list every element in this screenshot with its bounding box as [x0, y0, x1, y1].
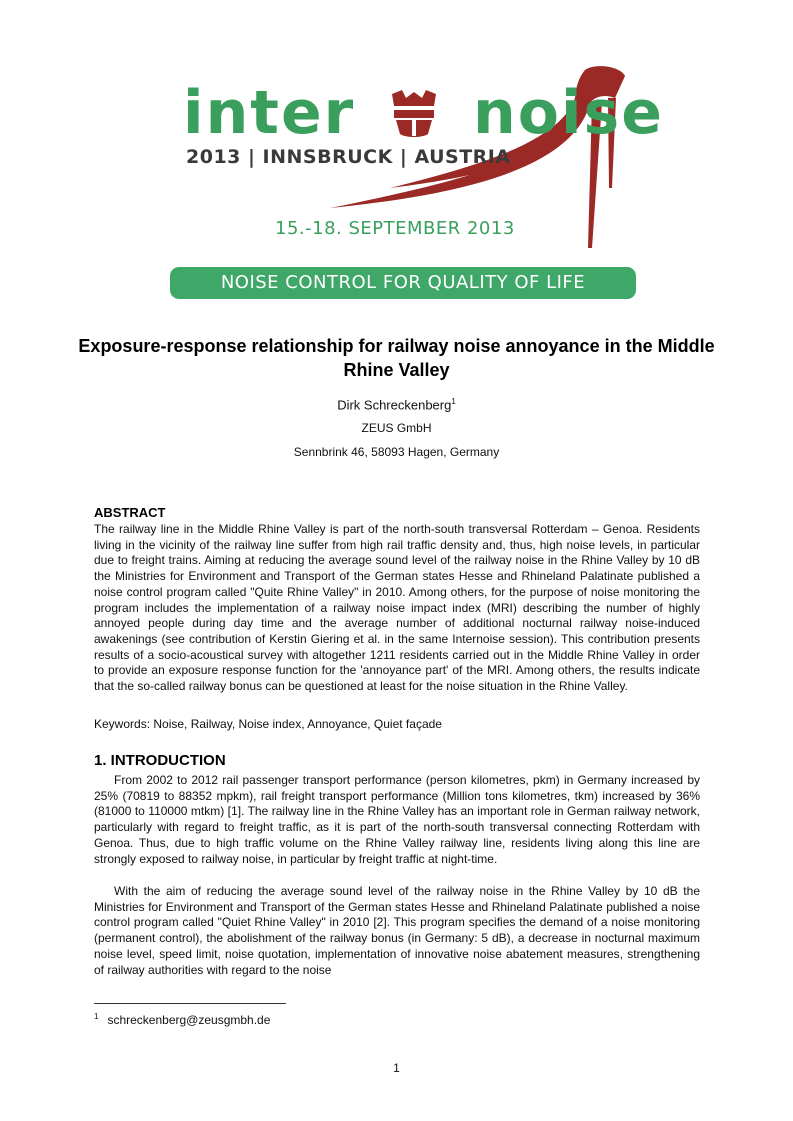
abstract-text: The railway line in the Middle Rhine Valley is part of the north-south transversal Rotterdam – Genoa. Residents living in the vicinity of the railway line suffer from high rail traffic density and, thus, high noise levels, in particular due to freight trains. Aiming at reducing the average sound level of the railway noise in the Rhine Valley by 10 dB the Ministries for Environment and Transport of the German states Hesse and Rhineland Palatinate published a noise control program called "Quite Rhine Valley" in 2010. Among others, for the purpose of noise monitoring the program includes the implementation of a railway noise impact index (MRI) describing the number of highly annoyed people during day time and the average number of additional nocturnal railway noise-induced awakenings (see contribution of Kerstin Giering et al. in the same Internoise session). This contribution presents results of a socio-acoustical survey with altogether 1211 residents carried out in the Middle Rhine Valley in order to provide an exposure response function for the 'annoyance part' of the MRI. Among others, the results indicate that the so-called railway bonus can be questioned at least for the noise situation in the Rhine Valley.: [94, 522, 700, 694]
footnote-divider: [94, 1003, 286, 1004]
conference-dates: 15.-18. SEPTEMBER 2013: [275, 218, 515, 239]
keywords: Keywords: Noise, Railway, Noise index, Annoyance, Quiet façade: [94, 717, 442, 731]
author-name: Dirk Schreckenberg: [337, 397, 452, 413]
conference-logo: [0, 0, 793, 305]
introduction-paragraph-2: With the aim of reducing the average sound level of the railway noise in the Rhine Valley by 10 dB the Ministries for Environment and Transport of the German states Hesse and Rhineland Palatinate published a noise control program called "Quiet Rhine Valley" in 2010 [2]. This program specifies the demand of a noise monitoring (permanent control), the abolishment of the railway bonus (in Germany: 5 dB), a decrease in nocturnal maximum noise level, speed limit, noise quotation, implementation of innovative noise abatement measures, strengthening of railway authorities with regard to the noise: [94, 884, 700, 977]
footnote-email: schreckenberg@zeusgmbh.de: [107, 1013, 271, 1027]
page-number: 1: [393, 1061, 400, 1075]
author-footnote-mark: 1: [451, 397, 456, 406]
conference-motto-banner: NOISE CONTROL FOR QUALITY OF LIFE: [170, 267, 636, 299]
paper-title: Exposure-response relationship for railway noise annoyance in the Middle Rhine Valley: [78, 336, 715, 380]
logo-word-right: noise: [473, 78, 664, 149]
footnote-mark: 1: [94, 1012, 99, 1021]
affiliation: ZEUS GmbH: [361, 421, 432, 435]
logo-word-left: inter: [183, 78, 356, 149]
footnote: [94, 1012, 270, 1027]
author-line: [0, 397, 793, 412]
introduction-heading: 1. INTRODUCTION: [94, 752, 226, 769]
address: Sennbrink 46, 58093 Hagen, Germany: [293, 445, 500, 459]
logo-wordmark: [183, 78, 664, 149]
tyrolean-eagle-emblem-icon: [388, 88, 440, 138]
logo-subtitle: 2013 | INNSBRUCK | AUSTRIA: [186, 146, 511, 168]
introduction-paragraph-1: From 2002 to 2012 rail passenger transport performance (person kilometres, pkm) in Germany increased by 25% (70819 to 88352 mpkm), rail freight transport performance (Million tons kilometres, tkm) increased by 36% (81000 to 110000 mtkm) [1]. The railway line in the Rhine Valley has an important role in German railway network, particularly with regard to freight traffic, as it is part of the north-south transversal connecting Rotterdam with Genoa. Thus, due to high traffic volume on the Rhine Valley railway line, residents living along this line are strongly exposed to railway noise, in particular by freight traffic at night-time.: [94, 773, 700, 866]
abstract-heading: ABSTRACT: [94, 505, 166, 520]
